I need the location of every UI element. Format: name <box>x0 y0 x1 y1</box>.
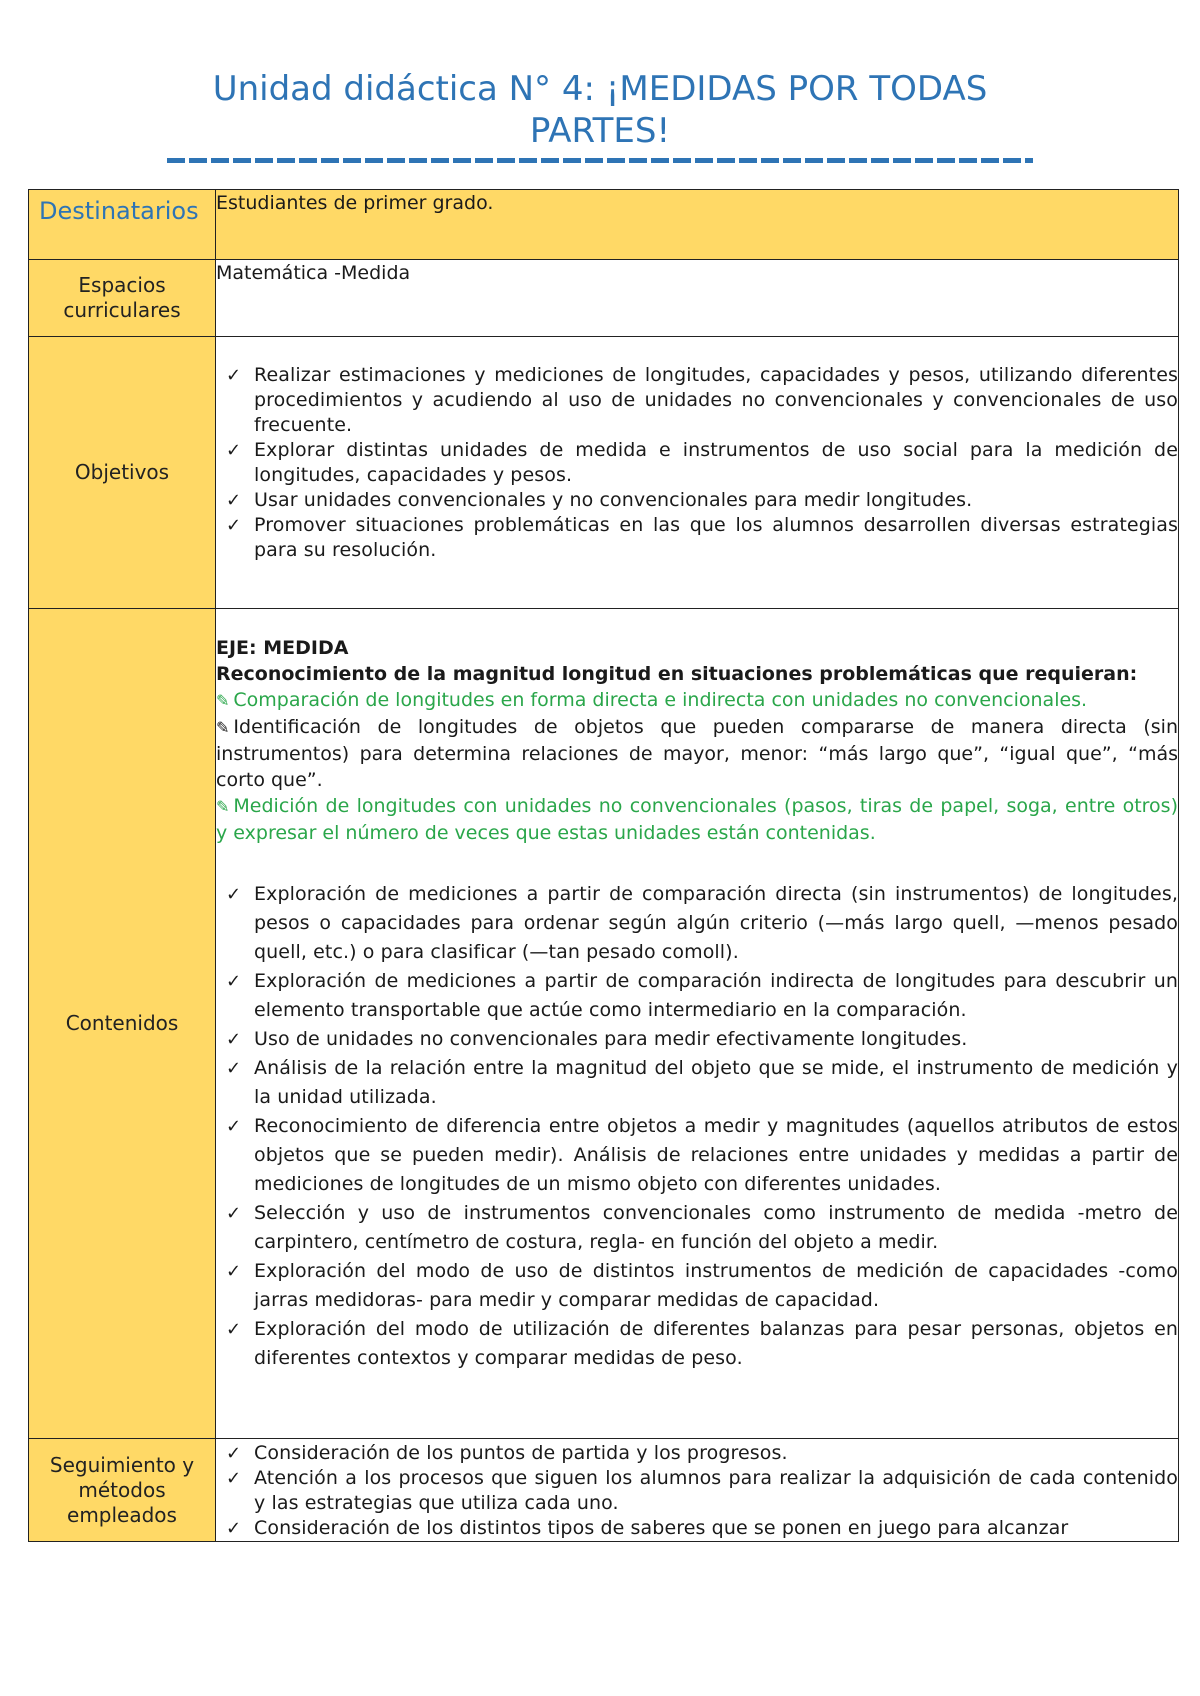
check-icon: ✓ <box>226 971 242 992</box>
label-espacios <box>29 260 216 337</box>
list-item <box>216 880 1178 967</box>
list-item-text: Exploración de mediciones a partir de comparación directa (sin instrumentos) de longitudes, pesos o capacidades para ordenar según algún criterio (—más largo quell, —menos pesado quell, etc.) o para clasificar (—tan pesado comoll). <box>254 883 1178 963</box>
title-line-2: PARTES! <box>529 111 671 151</box>
check-icon: ✓ <box>226 490 242 511</box>
list-item <box>216 1466 1178 1516</box>
list-item-text: Explorar distintas unidades de medida e instrumentos de uso social para la medición de longitudes, capacidades y pesos. <box>254 439 1178 486</box>
label-destinatarios: Destinatarios <box>29 190 216 260</box>
label-espacios-text: Espacios curriculares <box>63 273 181 322</box>
label-contenidos: Contenidos <box>29 609 216 1439</box>
contenidos-bullet-2 <box>216 714 1178 793</box>
check-icon: ✓ <box>226 515 242 536</box>
list-item <box>216 438 1178 488</box>
list-item <box>216 363 1178 438</box>
bullet-1-text: Comparación de longitudes en forma directa e indirecta con unidades no convencionales. <box>233 689 1088 711</box>
contenidos-subtitle: Reconocimiento de la magnitud longitud en situaciones problemáticas que requieran: <box>216 663 1138 685</box>
eje-heading: EJE: MEDIDA <box>216 637 349 659</box>
list-item-text: Realizar estimaciones y mediciones de longitudes, capacidades y pesos, utilizando diferentes procedimientos y acudiendo al uso de unidades no convencionales y convencionales de uso frecuente. <box>254 364 1178 436</box>
row-objetivos <box>29 337 1179 609</box>
list-item <box>216 967 1178 1025</box>
check-icon: ✓ <box>226 440 242 461</box>
value-contenidos <box>216 609 1179 1439</box>
list-item-text: Consideración de los distintos tipos de saberes que se ponen en juego para alcanzar <box>254 1517 1069 1539</box>
contenidos-list <box>216 880 1178 1373</box>
row-destinatarios <box>29 190 1179 260</box>
list-item-text: Uso de unidades no convencionales para medir efectivamente longitudes. <box>254 1028 968 1050</box>
check-icon: ✓ <box>226 1261 242 1282</box>
list-item <box>216 1516 1178 1541</box>
check-icon: ✓ <box>226 1058 242 1079</box>
list-item-text: Usar unidades convencionales y no convencionales para medir longitudes. <box>254 489 973 511</box>
list-item <box>216 1199 1178 1257</box>
seguimiento-clip <box>216 1441 1178 1541</box>
list-item <box>216 1315 1178 1373</box>
check-icon: ✓ <box>226 365 242 386</box>
contenidos-bullet-3 <box>216 793 1178 846</box>
clapper-icon: ✎ <box>216 797 230 816</box>
list-item-text: Promover situaciones problemáticas en las que los alumnos desarrollen diversas estrategias para su resolución. <box>254 514 1178 561</box>
check-icon: ✓ <box>226 1518 242 1539</box>
seguimiento-list <box>216 1441 1178 1541</box>
list-item-text: Exploración del modo de utilización de diferentes balanzas para pesar personas, objetos en diferentes contextos y comparar medidas de peso. <box>254 1318 1178 1369</box>
title-block <box>120 68 1080 163</box>
objetivos-list <box>216 363 1178 563</box>
list-item <box>216 1112 1178 1199</box>
list-item <box>216 488 1178 513</box>
value-destinatarios: Estudiantes de primer grado. <box>216 190 1179 260</box>
value-espacios: Matemática -Medida <box>216 260 1179 337</box>
row-seguimiento <box>29 1439 1179 1542</box>
list-item <box>216 1054 1178 1112</box>
list-item-text: Exploración del modo de uso de distintos instrumentos de medición de capacidades -como jarras medidoras- para medir y comparar medidas de capacidad. <box>254 1260 1178 1311</box>
check-icon: ✓ <box>226 1468 242 1489</box>
check-icon: ✓ <box>226 884 242 905</box>
title-line-1: Unidad didáctica N° 4: ¡MEDIDAS POR TODAS <box>212 69 988 109</box>
value-seguimiento <box>216 1439 1179 1542</box>
title-underline <box>167 158 1033 163</box>
list-item-text: Atención a los procesos que siguen los alumnos para realizar la adquisición de cada contenido y las estrategias que utiliza cada uno. <box>254 1467 1178 1514</box>
clapper-icon: ✎ <box>216 691 230 710</box>
check-icon: ✓ <box>226 1319 242 1340</box>
bullet-3-text: Medición de longitudes con unidades no convencionales (pasos, tiras de papel, soga, entre otros) y expresar el número de veces que estas unidades están contenidas. <box>216 795 1178 844</box>
list-item-text: Análisis de la relación entre la magnitud del objeto que se mide, el instrumento de medición y la unidad utilizada. <box>254 1057 1178 1108</box>
list-item-text: Selección y uso de instrumentos convencionales como instrumento de medida -metro de carpintero, centímetro de costura, regla- en función del objeto a medir. <box>254 1202 1178 1253</box>
unit-plan-table <box>28 189 1179 1542</box>
label-seguimiento: Seguimiento y métodos empleados <box>29 1439 216 1542</box>
label-objetivos: Objetivos <box>29 337 216 609</box>
clapper-icon: ✎ <box>216 718 230 737</box>
list-item <box>216 1441 1178 1466</box>
page-title <box>120 68 1080 152</box>
row-espacios <box>29 260 1179 337</box>
check-icon: ✓ <box>226 1029 242 1050</box>
list-item <box>216 1257 1178 1315</box>
check-icon: ✓ <box>226 1443 242 1464</box>
check-icon: ✓ <box>226 1116 242 1137</box>
contenidos-bullet-1 <box>216 687 1178 714</box>
list-item-text: Consideración de los puntos de partida y los progresos. <box>254 1442 788 1464</box>
list-item <box>216 1025 1178 1054</box>
list-item <box>216 513 1178 563</box>
check-icon: ✓ <box>226 1203 242 1224</box>
list-item-text: Exploración de mediciones a partir de comparación indirecta de longitudes para descubrir un elemento transportable que actúe como intermediario en la comparación. <box>254 970 1178 1021</box>
bullet-2-text: Identificación de longitudes de objetos que pueden compararse de manera directa (sin instrumentos) para determina relaciones de mayor, menor: “más largo que”, “igual que”, “más corto que”. <box>216 716 1178 791</box>
value-objetivos <box>216 337 1179 609</box>
list-item-text: Reconocimiento de diferencia entre objetos a medir y magnitudes (aquellos atributos de estos objetos que se pueden medir). Análisis de relaciones entre unidades y medidas a partir de mediciones de longitudes de un mismo objeto con diferentes unidades. <box>254 1115 1178 1195</box>
row-contenidos <box>29 609 1179 1439</box>
